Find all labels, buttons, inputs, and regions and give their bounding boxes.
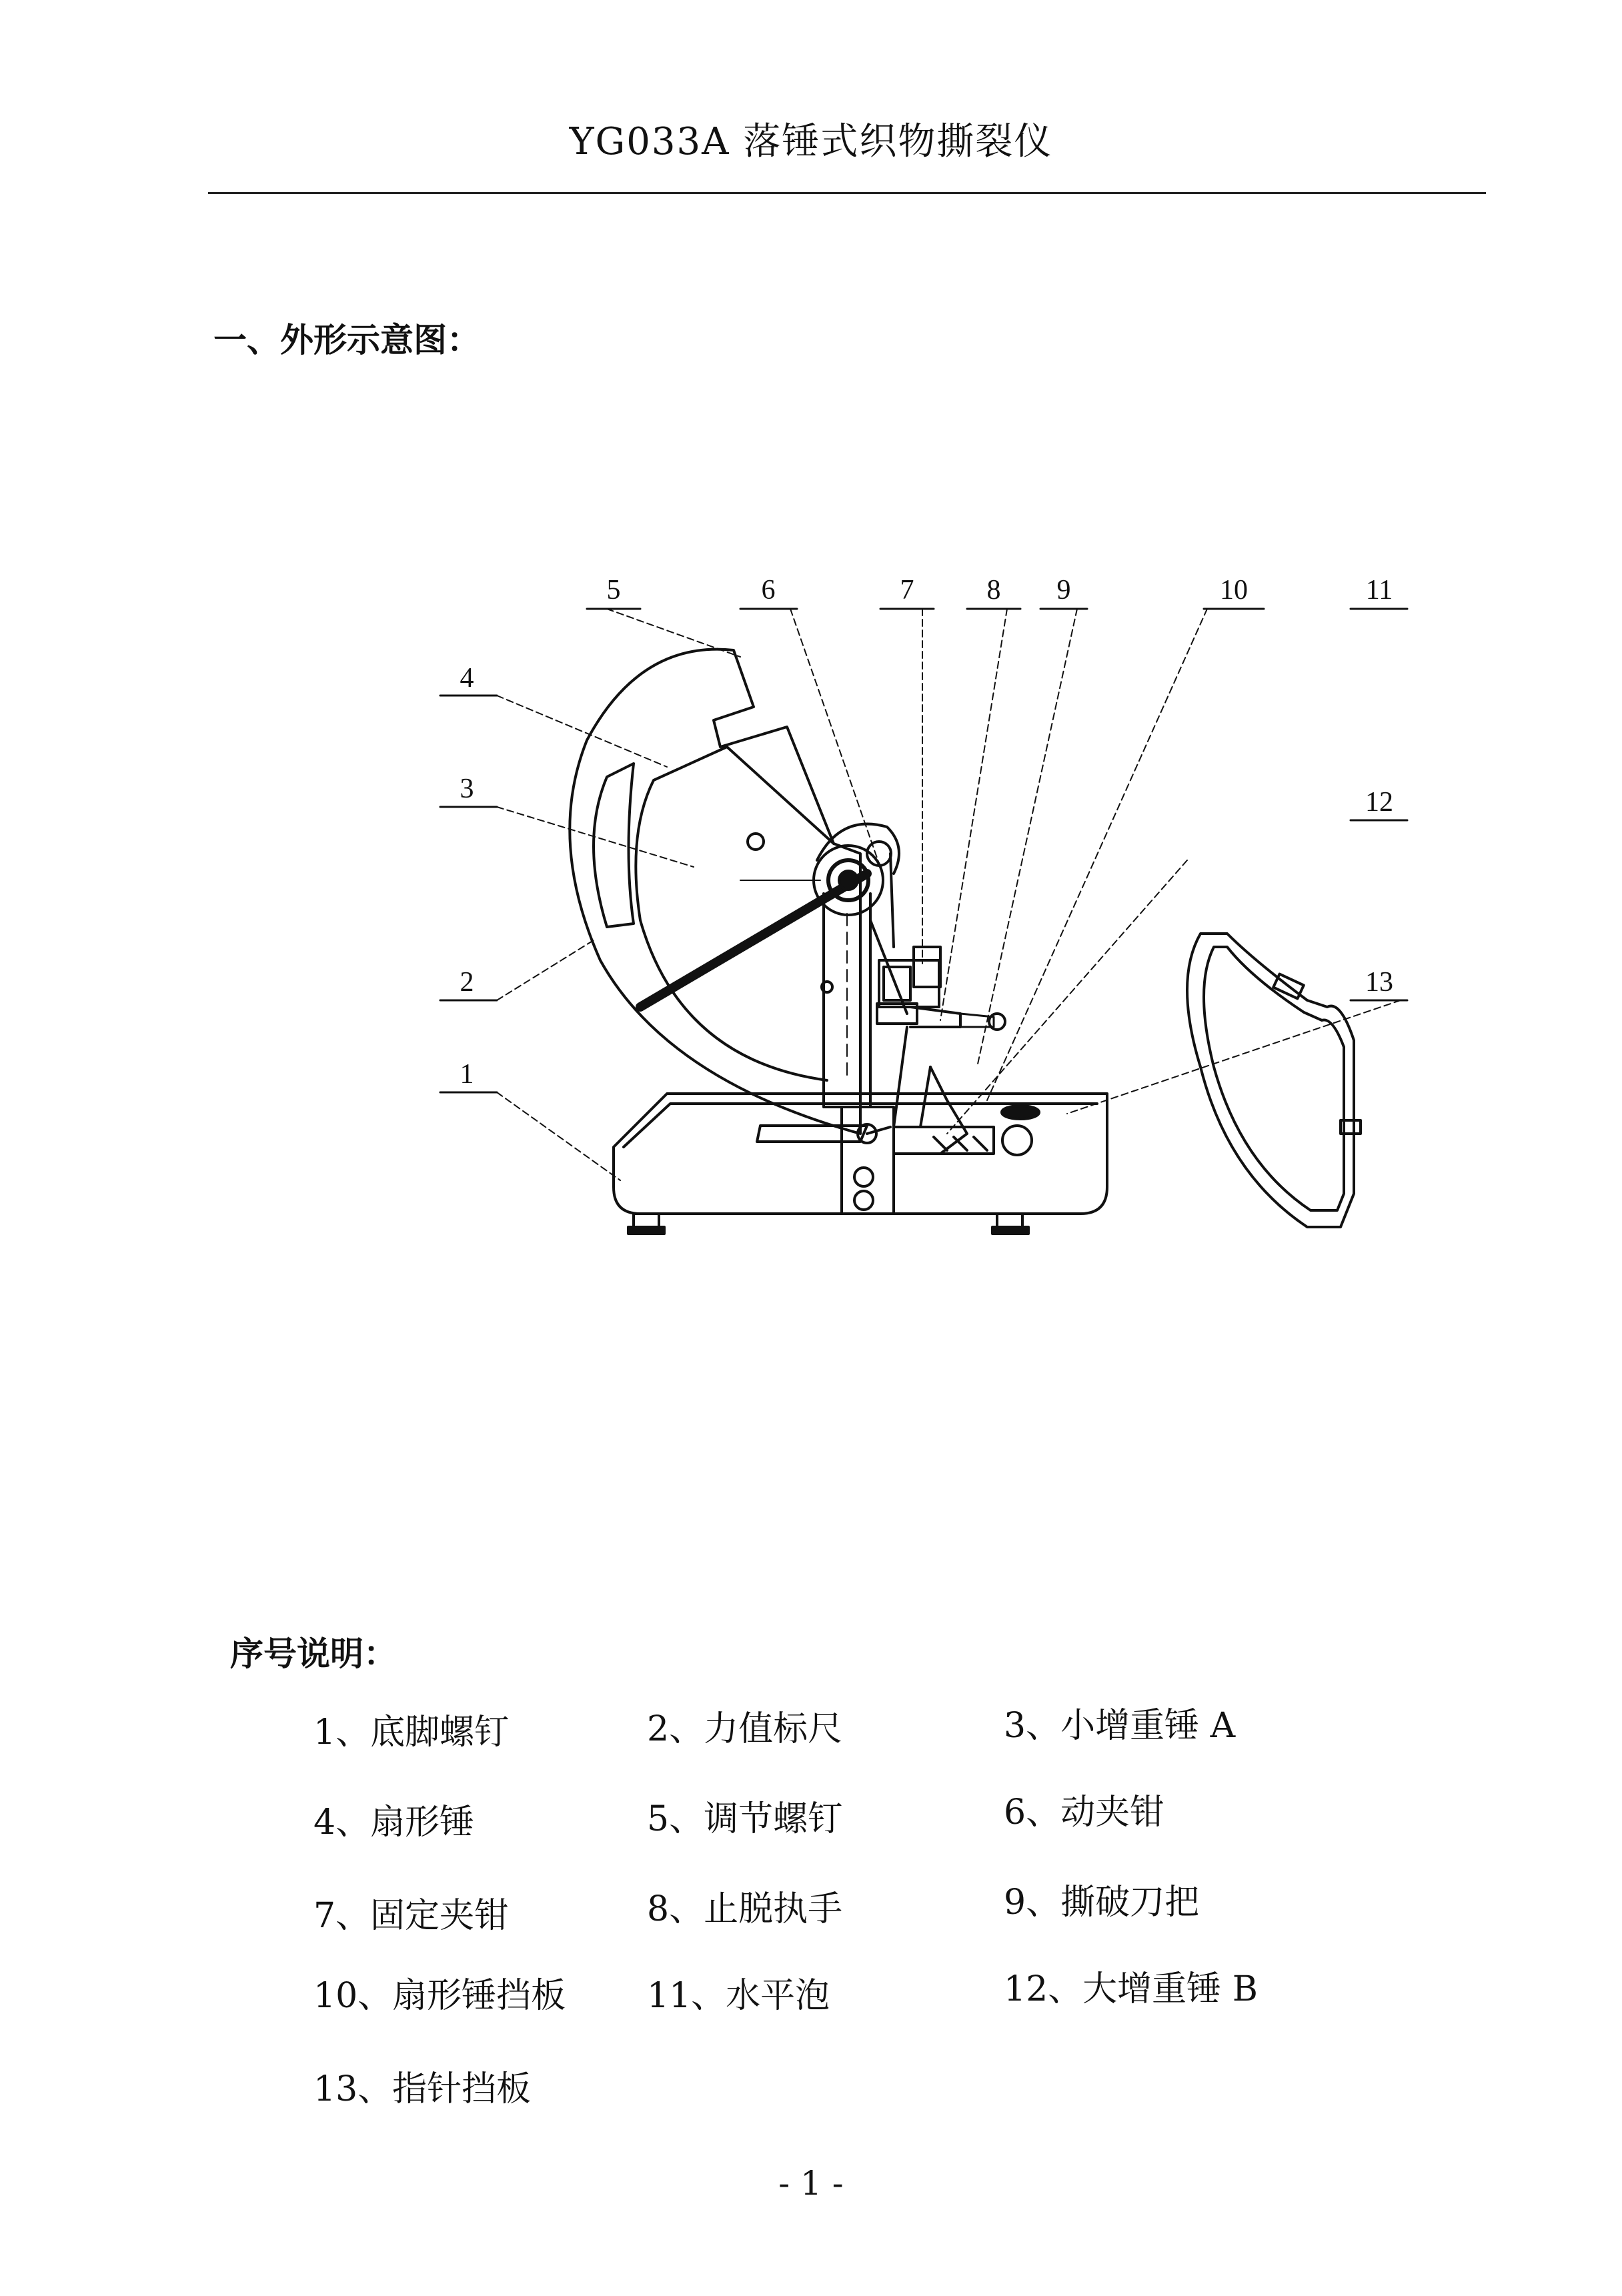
- small-weight-a: [748, 834, 764, 850]
- legend-item-3: 3、小增重锤 A: [1004, 1706, 1236, 1746]
- callout-12: 12: [1365, 787, 1393, 818]
- foot-screws: [628, 1214, 1028, 1234]
- callout-1: 1: [460, 1059, 474, 1090]
- legend-item-12: 12、大增重锤 B: [1004, 1969, 1258, 2009]
- callout-10: 10: [1220, 575, 1248, 606]
- legend-item-13: 13、指针挡板: [313, 2069, 532, 2109]
- callout-5: 5: [606, 575, 621, 606]
- callout-7: 7: [900, 575, 914, 606]
- legend-item-10: 10、扇形锤挡板: [313, 1976, 566, 2016]
- callout-2: 2: [460, 967, 474, 998]
- callout-13: 13: [1365, 967, 1393, 998]
- legend-heading: 序号说明：: [230, 1634, 397, 1673]
- legend-item-7: 7、固定夹钳: [313, 1896, 510, 1936]
- legend-item-1: 1、底脚螺钉: [313, 1712, 510, 1753]
- legend-item-9: 9、撕破刀把: [1004, 1883, 1200, 1923]
- legend-item-8: 8、止脱执手: [647, 1889, 843, 1929]
- legend-item-11: 11、水平泡: [647, 1976, 830, 2016]
- callout-3: 3: [460, 774, 474, 804]
- callout-9: 9: [1056, 575, 1071, 606]
- large-weight-b: [1187, 934, 1361, 1227]
- legend-item-6: 6、动夹钳: [1004, 1793, 1165, 1833]
- document-title: YG033A 落锤式织物撕裂仪: [569, 120, 1053, 163]
- callout-6: 6: [761, 575, 776, 606]
- knife-handle: [894, 1027, 1032, 1155]
- legend-item-4: 4、扇形锤: [313, 1803, 475, 1843]
- callout-4: 4: [460, 663, 474, 694]
- pivot-hub: [740, 824, 899, 915]
- page-number: - 1 -: [778, 2164, 844, 2203]
- legend-item-5: 5、调节螺钉: [647, 1799, 843, 1839]
- callout-11: 11: [1365, 575, 1393, 606]
- callout-8: 8: [986, 575, 1001, 606]
- legend-item-2: 2、力值标尺: [647, 1709, 843, 1749]
- callout-underlines: [440, 609, 1407, 1092]
- front-plate: [842, 1107, 894, 1214]
- section-heading: 一、外形示意图：: [213, 321, 480, 359]
